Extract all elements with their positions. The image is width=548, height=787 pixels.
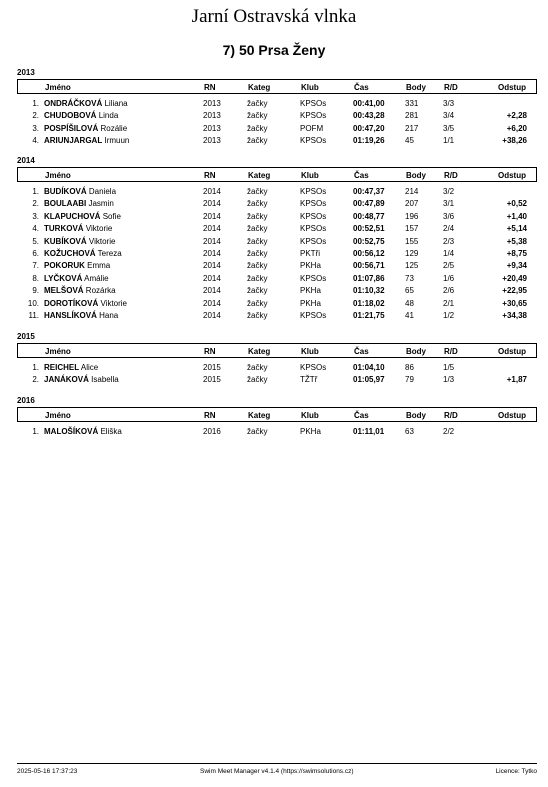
birth-year: 2014 <box>203 311 221 320</box>
category: žačky <box>247 363 268 372</box>
column-header-cas: Čas <box>354 83 369 92</box>
swimmer-surname: HANSLÍKOVÁ <box>44 311 97 320</box>
swimmer-name <box>44 212 121 221</box>
points: 331 <box>405 99 419 108</box>
heat-lane: 3/4 <box>443 111 455 121</box>
category: žačky <box>247 286 268 296</box>
footer-timestamp: 2025-05-16 17:37:23 <box>17 768 78 775</box>
heat-lane: 2/2 <box>443 427 455 436</box>
birth-year: 2013 <box>203 136 221 146</box>
swimmer-first-name: Viktorie <box>88 236 116 246</box>
swimmer-surname: DOROTÍKOVÁ <box>44 298 99 308</box>
rank: 9. <box>32 286 39 296</box>
birth-year: 2014 <box>203 199 221 209</box>
category: žačky <box>247 99 268 108</box>
category: žačky <box>247 298 268 308</box>
table-header <box>17 79 537 94</box>
points: 155 <box>405 236 419 246</box>
club: PKTři <box>300 249 320 258</box>
heat-lane: 3/5 <box>443 123 455 133</box>
swimmer-surname: MALOŠÍKOVÁ <box>44 427 99 436</box>
swimmer-name <box>44 111 118 120</box>
swimmer-surname: POSPÍŠILOVÁ <box>44 123 99 133</box>
points: 207 <box>405 199 419 209</box>
heat-lane: 2/6 <box>443 286 455 296</box>
swimmer-first-name: Jasmin <box>88 199 114 209</box>
category: žačky <box>247 273 268 283</box>
table-row <box>0 311 548 323</box>
table-row <box>0 224 548 236</box>
category: žačky <box>247 211 268 221</box>
time: 00:47,37 <box>353 187 385 196</box>
category: žačky <box>247 249 268 258</box>
column-header-odstup: Odstup <box>498 347 526 356</box>
swimmer-surname: BUDÍKOVÁ <box>44 187 87 196</box>
birth-year: 2015 <box>203 375 221 385</box>
column-header-body: Body <box>406 83 426 92</box>
category: žačky <box>247 261 268 271</box>
club: KPSOs <box>300 236 327 246</box>
swimmer-first-name: Daniela <box>88 187 117 196</box>
time-gap: +9,34 <box>506 261 527 271</box>
column-header-name: Jméno <box>45 83 71 92</box>
category: žačky <box>247 187 268 196</box>
swimmer-first-name: Isabella <box>91 375 119 385</box>
column-header-klub: Klub <box>301 171 319 180</box>
time: 00:52,51 <box>353 224 385 234</box>
heat-lane: 3/1 <box>443 199 455 209</box>
column-header-rn: RN <box>204 347 216 356</box>
column-header-kateg: Kateg <box>248 411 271 420</box>
heat-lane: 3/3 <box>443 99 455 108</box>
swimmer-surname: REICHEL <box>44 363 80 372</box>
birth-year: 2014 <box>203 249 221 258</box>
club: KPSOs <box>300 111 327 121</box>
swimmer-surname: KLAPUCHOVÁ <box>44 211 101 221</box>
swimmer-surname: POKORUK <box>44 261 85 271</box>
time-gap: +1,40 <box>506 211 527 221</box>
time: 01:21,75 <box>353 311 385 320</box>
points: 45 <box>405 136 414 146</box>
swimmer-first-name: Amálie <box>84 273 109 283</box>
category: žačky <box>247 199 268 209</box>
heat-lane: 1/6 <box>443 273 455 283</box>
time-gap: +22,95 <box>502 286 527 296</box>
rank: 1. <box>32 363 39 372</box>
heat-lane: 1/4 <box>443 249 455 258</box>
swimmer-first-name: Tereza <box>97 249 122 258</box>
time: 00:52,75 <box>353 236 385 246</box>
club: TŽTř <box>300 375 318 385</box>
category: žačky <box>247 311 268 320</box>
club: KPSOs <box>300 99 327 108</box>
swimmer-name <box>44 286 116 295</box>
time-gap: +30,65 <box>502 298 527 308</box>
column-header-cas: Čas <box>354 347 369 356</box>
table-row <box>0 111 548 123</box>
table-row <box>0 375 548 387</box>
rank: 11. <box>28 311 39 320</box>
swimmer-name <box>44 249 122 258</box>
birth-year: 2016 <box>203 427 221 436</box>
rank: 2. <box>32 199 39 209</box>
swimmer-name <box>44 224 112 233</box>
club: KPSOs <box>300 363 327 372</box>
page-title: Jarní Ostravská vlnka <box>191 6 357 27</box>
time: 00:48,77 <box>353 211 385 221</box>
column-header-rd: R/D <box>444 171 458 180</box>
swimmer-name <box>44 99 128 108</box>
points: 157 <box>405 224 419 234</box>
time: 01:05,97 <box>353 375 385 385</box>
rank: 7. <box>32 261 39 271</box>
swimmer-name <box>44 427 122 436</box>
time: 01:18,02 <box>353 298 385 308</box>
column-header-klub: Klub <box>301 83 319 92</box>
table-row <box>0 124 548 136</box>
swimmer-name <box>44 261 110 270</box>
heat-lane: 2/3 <box>443 236 455 246</box>
swimmer-first-name: Sofie <box>102 211 121 221</box>
table-row <box>0 299 548 311</box>
swimmer-surname: ARIUNJARGAL <box>44 136 103 146</box>
points: 86 <box>405 363 414 372</box>
rank: 10. <box>27 298 39 308</box>
time: 01:07,86 <box>353 273 385 283</box>
swimmer-first-name: Viktorie <box>85 224 113 234</box>
table-row <box>0 99 548 111</box>
swimmer-surname: LYČKOVÁ <box>44 273 83 283</box>
heat-lane: 2/1 <box>443 298 455 308</box>
time: 00:43,28 <box>353 111 385 121</box>
category: žačky <box>247 427 268 436</box>
heat-lane: 1/2 <box>443 311 455 320</box>
column-header-rd: R/D <box>444 83 458 92</box>
swimmer-surname: MELŠOVÁ <box>44 286 84 296</box>
event-title: 7) 50 Prsa Ženy <box>222 42 326 58</box>
category: žačky <box>247 123 268 133</box>
time: 01:10,32 <box>353 286 385 296</box>
club: KPSOs <box>300 211 327 221</box>
swimmer-first-name: Rozárka <box>85 286 116 296</box>
points: 48 <box>405 298 414 308</box>
points: 196 <box>405 211 419 221</box>
column-header-body: Body <box>406 411 426 420</box>
time-gap: +1,87 <box>506 375 527 385</box>
time: 00:41,00 <box>353 99 385 108</box>
points: 217 <box>405 123 419 133</box>
birth-year: 2014 <box>203 298 221 308</box>
club: KPSOs <box>300 199 327 209</box>
time-gap: +5,14 <box>506 224 527 234</box>
time: 00:56,12 <box>353 249 385 258</box>
column-header-body: Body <box>406 347 426 356</box>
column-header-odstup: Odstup <box>498 171 526 180</box>
birth-year: 2014 <box>203 273 221 283</box>
table-row <box>0 274 548 286</box>
swimmer-first-name: Irmuun <box>104 136 130 146</box>
points: 281 <box>405 111 419 121</box>
points: 63 <box>405 427 414 436</box>
category: žačky <box>247 111 268 121</box>
swimmer-surname: KOŽUCHOVÁ <box>44 249 96 258</box>
table-row <box>0 136 548 148</box>
column-header-odstup: Odstup <box>498 411 526 420</box>
table-row <box>0 187 548 199</box>
swimmer-surname: KUBÍKOVÁ <box>44 236 87 246</box>
table-row <box>0 286 548 298</box>
time: 00:56,71 <box>353 261 385 271</box>
birth-year: 2014 <box>203 224 221 234</box>
column-header-name: Jméno <box>45 411 71 420</box>
table-row <box>0 249 548 261</box>
swimmer-surname: BOULAABI <box>44 199 87 209</box>
category: žačky <box>247 375 268 385</box>
birth-year: 2014 <box>203 211 221 221</box>
time-gap: +5,38 <box>506 236 527 246</box>
points: 79 <box>405 375 414 385</box>
column-header-kateg: Kateg <box>248 171 271 180</box>
rank: 5. <box>32 236 39 246</box>
birth-year: 2014 <box>203 261 221 271</box>
time-gap: +0,52 <box>506 199 527 209</box>
section-year: 2016 <box>17 396 35 405</box>
birth-year: 2014 <box>203 236 221 246</box>
column-header-kateg: Kateg <box>248 83 271 92</box>
swimmer-first-name: Hana <box>99 311 119 320</box>
swimmer-name <box>44 187 116 196</box>
category: žačky <box>247 224 268 234</box>
swimmer-name <box>44 199 114 208</box>
swimmer-first-name: Emma <box>87 261 111 271</box>
column-header-rn: RN <box>204 171 216 180</box>
heat-lane: 2/5 <box>443 261 455 271</box>
category: žačky <box>247 236 268 246</box>
time-gap: +34,38 <box>502 311 527 320</box>
club: PKHa <box>300 286 321 296</box>
points: 65 <box>405 286 414 296</box>
table-row <box>0 199 548 211</box>
heat-lane: 1/3 <box>443 375 455 385</box>
table-row <box>0 427 548 439</box>
birth-year: 2013 <box>203 111 221 121</box>
points: 41 <box>405 311 414 320</box>
birth-year: 2013 <box>203 123 221 133</box>
heat-lane: 3/2 <box>443 187 455 196</box>
rank: 1. <box>32 99 39 108</box>
rank: 4. <box>32 224 39 234</box>
club: POFM <box>300 123 324 133</box>
points: 73 <box>405 273 414 283</box>
footer-licence: Licence: Tytko <box>495 768 537 775</box>
table-row <box>0 261 548 273</box>
heat-lane: 2/4 <box>443 224 455 234</box>
time: 00:47,20 <box>353 123 385 133</box>
column-header-klub: Klub <box>301 411 319 420</box>
rank: 1. <box>32 427 39 436</box>
rank: 8. <box>32 273 39 283</box>
swimmer-first-name: Eliška <box>100 427 122 436</box>
swimmer-name <box>44 299 127 308</box>
rank: 3. <box>32 211 39 221</box>
column-header-name: Jméno <box>45 347 71 356</box>
swimmer-first-name: Linda <box>98 111 119 121</box>
rank: 6. <box>32 249 39 258</box>
column-header-cas: Čas <box>354 171 369 180</box>
points: 125 <box>405 261 419 271</box>
footer-divider <box>17 763 537 764</box>
footer-software: Swim Meet Manager v4.1.4 (https://swimsolutions.cz) <box>200 768 354 775</box>
heat-lane: 3/6 <box>443 211 455 221</box>
club: KPSOs <box>300 224 327 234</box>
rank: 3. <box>32 123 39 133</box>
rank: 2. <box>32 111 39 121</box>
club: KPSOs <box>300 311 327 320</box>
heat-lane: 1/1 <box>443 136 455 146</box>
swimmer-first-name: Alice <box>80 363 99 372</box>
table-header <box>17 343 537 358</box>
club: PKHa <box>300 261 321 271</box>
swimmer-name <box>44 363 98 372</box>
swimmer-first-name: Rozálie <box>100 123 128 133</box>
table-header <box>17 167 537 182</box>
column-header-rd: R/D <box>444 411 458 420</box>
column-header-odstup: Odstup <box>498 83 526 92</box>
birth-year: 2015 <box>203 363 221 372</box>
column-header-cas: Čas <box>354 411 369 420</box>
table-row <box>0 363 548 375</box>
swimmer-name <box>44 237 115 246</box>
birth-year: 2013 <box>203 99 221 108</box>
section-year: 2014 <box>17 156 35 165</box>
time: 01:19,26 <box>353 136 385 146</box>
heat-lane: 1/5 <box>443 363 455 372</box>
points: 129 <box>405 249 419 258</box>
rank: 1. <box>32 187 39 196</box>
swimmer-surname: JANÁKOVÁ <box>44 375 89 385</box>
section-year: 2013 <box>17 68 35 77</box>
club: PKHa <box>300 298 321 308</box>
club: KPSOs <box>300 273 327 283</box>
time-gap: +6,20 <box>506 123 527 133</box>
time: 01:04,10 <box>353 363 385 372</box>
time: 00:47,89 <box>353 199 385 209</box>
club: KPSOs <box>300 136 327 146</box>
column-header-rn: RN <box>204 83 216 92</box>
category: žačky <box>247 136 268 146</box>
swimmer-name <box>44 136 129 145</box>
column-header-name: Jméno <box>45 171 71 180</box>
birth-year: 2014 <box>203 286 221 296</box>
time-gap: +38,26 <box>502 136 527 146</box>
swimmer-surname: ONDRÁČKOVÁ <box>44 99 103 108</box>
time-gap: +20,49 <box>502 273 527 283</box>
points: 214 <box>405 187 419 196</box>
section-year: 2015 <box>17 332 35 341</box>
swimmer-name <box>44 311 118 320</box>
club: PKHa <box>300 427 321 436</box>
column-header-klub: Klub <box>301 347 319 356</box>
swimmer-first-name: Viktorie <box>100 298 127 308</box>
swimmer-name <box>44 124 127 133</box>
column-header-kateg: Kateg <box>248 347 271 356</box>
time-gap: +8,75 <box>506 249 527 258</box>
rank: 2. <box>32 375 39 385</box>
swimmer-surname: TURKOVÁ <box>44 224 84 234</box>
column-header-rd: R/D <box>444 347 458 356</box>
time-gap: +2,28 <box>506 111 527 121</box>
table-header <box>17 407 537 422</box>
table-row <box>0 212 548 224</box>
time: 01:11,01 <box>353 427 385 436</box>
table-row <box>0 237 548 249</box>
birth-year: 2014 <box>203 187 221 196</box>
swimmer-first-name: Liliana <box>104 99 128 108</box>
column-header-body: Body <box>406 171 426 180</box>
column-header-rn: RN <box>204 411 216 420</box>
swimmer-surname: CHUDOBOVÁ <box>44 111 97 121</box>
rank: 4. <box>32 136 39 146</box>
swimmer-name <box>44 375 119 384</box>
club: KPSOs <box>300 187 327 196</box>
swimmer-name <box>44 274 109 283</box>
